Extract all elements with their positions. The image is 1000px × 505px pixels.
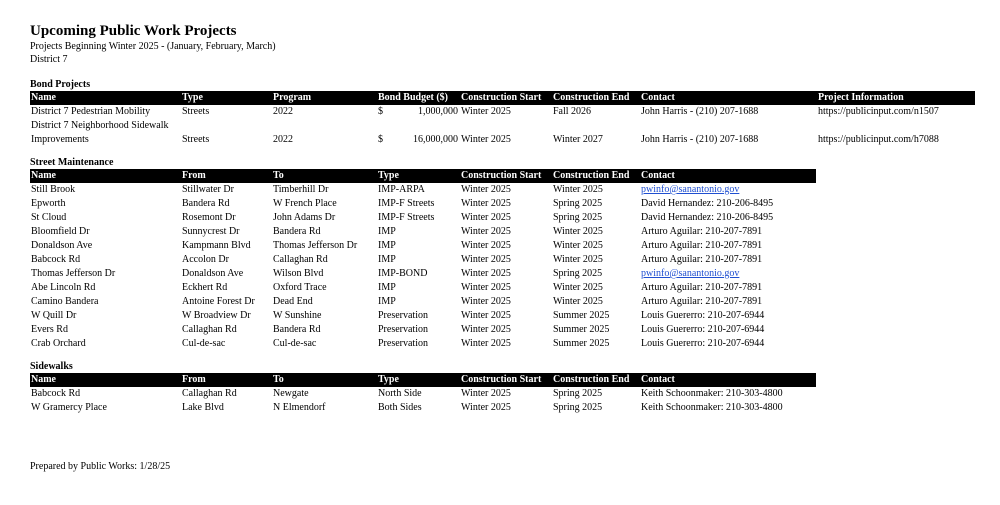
budget-amount: 1,000,000	[418, 106, 458, 117]
contact-cell: John Harris - (210) 207-1688	[641, 134, 759, 145]
construction-end-cell: Winter 2025	[553, 282, 603, 293]
contact-cell: Arturo Aguilar: 210-207-7891	[641, 240, 763, 251]
name-cell: Thomas Jefferson Dr	[31, 268, 116, 279]
street-column-header: Construction End	[552, 169, 640, 183]
type-cell: Preservation	[378, 338, 428, 349]
table-row	[30, 387, 816, 401]
program-cell: 2022	[273, 106, 293, 117]
project-name-cell: District 7 Pedestrian Mobility	[31, 106, 151, 117]
sidewalks-column-header: Construction End	[552, 373, 640, 387]
contact-cell: Arturo Aguilar: 210-207-7891	[641, 226, 763, 237]
from-cell: Stillwater Dr	[182, 184, 234, 195]
sidewalks-column-header: Type	[377, 373, 460, 387]
to-cell: Newgate	[273, 388, 309, 399]
construction-end-cell: Summer 2025	[553, 338, 610, 349]
type-cell: Preservation	[378, 310, 428, 321]
type-cell: Streets	[182, 106, 210, 117]
construction-start-cell: Winter 2025	[461, 106, 511, 117]
to-cell: Bandera Rd	[273, 226, 321, 237]
contact-cell: Keith Schoonmaker: 210-303-4800	[641, 388, 783, 399]
construction-end-cell: Winter 2025	[553, 254, 603, 265]
to-cell: W French Place	[273, 198, 337, 209]
bond-budget-cell	[377, 119, 460, 147]
to-cell: N Elmendorf	[273, 402, 326, 413]
program-cell: 2022	[273, 134, 293, 145]
name-cell: Epworth	[31, 198, 66, 209]
bond-column-header: Name	[30, 91, 181, 105]
project-info-cell: https://publicinput.com/h7088	[818, 134, 939, 145]
sidewalks-column-header: From	[181, 373, 272, 387]
construction-end-cell: Spring 2025	[553, 198, 603, 209]
construction-start-cell: Winter 2025	[461, 310, 511, 321]
to-cell: W Sunshine	[273, 310, 322, 321]
bond-column-header: Program	[272, 91, 377, 105]
construction-start-cell: Winter 2025	[461, 338, 511, 349]
to-cell: John Adams Dr	[273, 212, 336, 223]
table-row	[30, 183, 816, 197]
contact-cell: Arturo Aguilar: 210-207-7891	[641, 254, 763, 265]
bond-projects-table	[30, 91, 975, 147]
street-header-row	[30, 169, 816, 183]
to-cell: Callaghan Rd	[273, 254, 328, 265]
construction-start-cell: Winter 2025	[461, 184, 511, 195]
construction-start-cell: Winter 2025	[461, 254, 511, 265]
from-cell: Lake Blvd	[182, 402, 224, 413]
table-row	[30, 211, 816, 225]
type-cell: IMP-BOND	[378, 268, 428, 279]
name-cell: Babcock Rd	[31, 388, 81, 399]
page-title: Upcoming Public Work Projects	[30, 23, 237, 39]
construction-start-cell: Winter 2025	[461, 296, 511, 307]
street-column-header: To	[272, 169, 377, 183]
type-cell: Both Sides	[378, 402, 422, 413]
table-row	[30, 323, 816, 337]
sidewalks-table	[30, 373, 816, 415]
contact-cell: David Hernandez: 210-206-8495	[641, 198, 774, 209]
construction-end-cell: Spring 2025	[553, 388, 603, 399]
bond-column-header: Bond Budget ($)	[377, 91, 460, 105]
to-cell: Oxford Trace	[273, 282, 327, 293]
to-cell: Dead End	[273, 296, 313, 307]
project-name-cell: District 7 Neighborhood Sidewalk Improvements	[31, 120, 169, 145]
street-column-header: Contact	[640, 169, 816, 183]
from-cell: Callaghan Rd	[182, 388, 237, 399]
from-cell: Antoine Forest Dr	[182, 296, 255, 307]
table-row	[30, 197, 816, 211]
from-cell: Sunnycrest Dr	[182, 226, 240, 237]
contact-cell: Louis Guererro: 210-207-6944	[641, 338, 765, 349]
construction-start-cell: Winter 2025	[461, 402, 511, 413]
to-cell: Timberhill Dr	[273, 184, 329, 195]
construction-end-cell: Winter 2027	[553, 134, 603, 145]
street-column-header: Construction Start	[460, 169, 552, 183]
contact-cell: Keith Schoonmaker: 210-303-4800	[641, 402, 783, 413]
name-cell: W Quill Dr	[31, 310, 77, 321]
budget-amount: 16,000,000	[413, 134, 458, 145]
construction-start-cell: Winter 2025	[461, 198, 511, 209]
contact-email-link[interactable]: pwinfo@sanantonio.gov	[641, 184, 740, 195]
name-cell: Camino Bandera	[31, 296, 99, 307]
table-row	[30, 281, 816, 295]
construction-end-cell: Spring 2025	[553, 268, 603, 279]
from-cell: Accolon Dr	[182, 254, 229, 265]
street-column-header: Name	[30, 169, 181, 183]
contact-cell: John Harris - (210) 207-1688	[641, 106, 759, 117]
construction-start-cell: Winter 2025	[461, 268, 511, 279]
contact-cell: Louis Guererro: 210-207-6944	[641, 324, 765, 335]
construction-start-cell: Winter 2025	[461, 134, 511, 145]
sidewalks-column-header: Contact	[640, 373, 816, 387]
construction-end-cell: Winter 2025	[553, 226, 603, 237]
construction-end-cell: Summer 2025	[553, 324, 610, 335]
construction-start-cell: Winter 2025	[461, 282, 511, 293]
bond-column-header: Project Information	[817, 91, 975, 105]
prepared-by-footer: Prepared by Public Works: 1/28/25	[30, 461, 171, 472]
from-cell: Callaghan Rd	[182, 324, 237, 335]
from-cell: Donaldson Ave	[182, 268, 244, 279]
project-info-cell: https://publicinput.com/n1507	[818, 106, 939, 117]
type-cell: IMP-F Streets	[378, 198, 435, 209]
contact-cell: Louis Guererro: 210-207-6944	[641, 310, 765, 321]
name-cell: Evers Rd	[31, 324, 68, 335]
currency-symbol: $	[378, 106, 383, 117]
type-cell: Preservation	[378, 324, 428, 335]
table-row	[30, 105, 975, 119]
type-cell: IMP	[378, 296, 396, 307]
to-cell: Cul-de-sac	[273, 338, 317, 349]
name-cell: Still Brook	[31, 184, 76, 195]
district-label: District 7	[30, 54, 68, 65]
contact-email-link[interactable]: pwinfo@sanantonio.gov	[641, 268, 740, 279]
table-row	[30, 239, 816, 253]
type-cell: IMP-F Streets	[378, 212, 435, 223]
type-cell: IMP	[378, 240, 396, 251]
type-cell: IMP-ARPA	[378, 184, 425, 195]
to-cell: Bandera Rd	[273, 324, 321, 335]
from-cell: Kampmann Blvd	[182, 240, 251, 251]
construction-end-cell: Summer 2025	[553, 310, 610, 321]
table-row	[30, 225, 816, 239]
bond-projects-heading: Bond Projects	[30, 79, 91, 90]
table-row	[30, 267, 816, 281]
from-cell: Rosemont Dr	[182, 212, 236, 223]
document-page	[30, 22, 975, 415]
name-cell: Babcock Rd	[31, 254, 81, 265]
from-cell: Bandera Rd	[182, 198, 230, 209]
table-row	[30, 295, 816, 309]
type-cell: IMP	[378, 282, 396, 293]
table-row	[30, 309, 816, 323]
construction-end-cell: Spring 2025	[553, 402, 603, 413]
to-cell: Thomas Jefferson Dr	[273, 240, 358, 251]
type-cell: IMP	[378, 254, 396, 265]
sidewalks-heading: Sidewalks	[30, 361, 73, 372]
table-row	[30, 337, 816, 351]
construction-end-cell: Winter 2025	[553, 296, 603, 307]
name-cell: Bloomfield Dr	[31, 226, 90, 237]
contact-cell	[640, 183, 816, 197]
bond-column-header: Construction Start	[460, 91, 552, 105]
construction-end-cell: Winter 2025	[553, 240, 603, 251]
bond-budget-cell	[377, 105, 460, 119]
name-cell: Abe Lincoln Rd	[31, 282, 96, 293]
bond-header-row	[30, 91, 975, 105]
sidewalks-column-header: Name	[30, 373, 181, 387]
table-row	[30, 119, 975, 147]
sidewalks-header-row	[30, 373, 816, 387]
construction-start-cell: Winter 2025	[461, 324, 511, 335]
type-cell: Streets	[182, 134, 210, 145]
contact-cell: David Hernandez: 210-206-8495	[641, 212, 774, 223]
page-subtitle: Projects Beginning Winter 2025 - (January, February, March)	[30, 41, 276, 52]
construction-end-cell: Winter 2025	[553, 184, 603, 195]
type-cell: IMP	[378, 226, 396, 237]
bond-column-header: Construction End	[552, 91, 640, 105]
contact-cell: Arturo Aguilar: 210-207-7891	[641, 296, 763, 307]
street-column-header: Type	[377, 169, 460, 183]
sidewalks-column-header: To	[272, 373, 377, 387]
bond-column-header: Contact	[640, 91, 817, 105]
name-cell: Donaldson Ave	[31, 240, 93, 251]
construction-start-cell: Winter 2025	[461, 388, 511, 399]
from-cell: Eckhert Rd	[182, 282, 228, 293]
construction-end-cell: Spring 2025	[553, 212, 603, 223]
street-column-header: From	[181, 169, 272, 183]
construction-start-cell: Winter 2025	[461, 226, 511, 237]
street-maintenance-heading: Street Maintenance	[30, 157, 114, 168]
table-row	[30, 253, 816, 267]
to-cell: Wilson Blvd	[273, 268, 324, 279]
construction-end-cell: Fall 2026	[553, 106, 592, 117]
bond-column-header: Type	[181, 91, 272, 105]
street-maintenance-table	[30, 169, 816, 351]
name-cell: W Gramercy Place	[31, 402, 107, 413]
type-cell: North Side	[378, 388, 422, 399]
contact-cell: Arturo Aguilar: 210-207-7891	[641, 282, 763, 293]
name-cell: St Cloud	[31, 212, 67, 223]
from-cell: Cul-de-sac	[182, 338, 226, 349]
currency-symbol: $	[378, 134, 383, 145]
sidewalks-column-header: Construction Start	[460, 373, 552, 387]
construction-start-cell: Winter 2025	[461, 240, 511, 251]
table-row	[30, 401, 816, 415]
construction-start-cell: Winter 2025	[461, 212, 511, 223]
contact-cell	[640, 267, 816, 281]
name-cell: Crab Orchard	[31, 338, 86, 349]
from-cell: W Broadview Dr	[182, 310, 251, 321]
